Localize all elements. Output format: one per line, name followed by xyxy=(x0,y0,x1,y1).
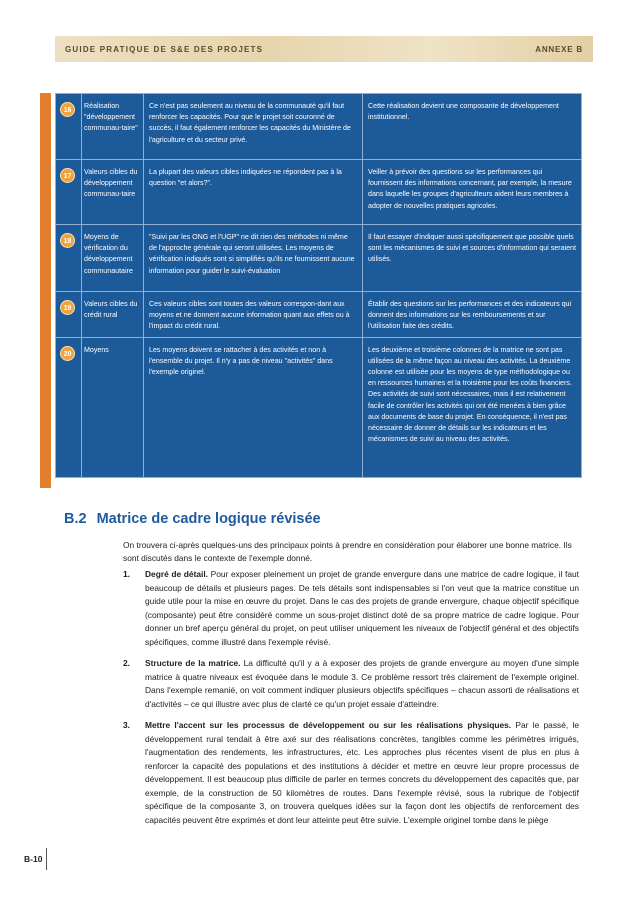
section-heading xyxy=(64,511,321,527)
page-number: B-10 xyxy=(24,848,47,870)
row-suggestion: Les deuxième et troisième colonnes de la matrice ne sont pas utilisées de la même façon au niveau des activités. La deuxième colonne est utilisée pour les moyens de type méthodologique ou en ressources humaines et la troisième pour les coûts financiers. Des activités de suivi sont nécessaires, mais il est relativement facile de contrôler les activités qui ont été menées à bien grâce aux documents de base du projet. En conséquence, il n'est pas nécessaire de donner de détails sur les indicateurs et les mécanismes de suivi au niveau des activités. xyxy=(363,337,582,477)
row-number-badge: 18 xyxy=(60,233,75,248)
table-row xyxy=(56,292,582,338)
guide-title: GUIDE PRATIQUE DE S&E DES PROJETS xyxy=(65,44,264,54)
table-row xyxy=(56,225,582,292)
row-suggestion: Il faut essayer d'indiquer aussi spécifiquement que possible quels sont les mécanismes de suivi et sources d'information qui seraient utilisés. xyxy=(363,225,582,292)
table-row xyxy=(56,94,582,160)
row-number-cell xyxy=(56,337,82,477)
list-item-number: 3. xyxy=(123,720,130,730)
list-item-number: 1. xyxy=(123,569,130,579)
row-number-badge: 20 xyxy=(60,346,75,361)
section-intro: On trouvera ci-après quelques-uns des principaux points à prendre en considération pour élaborer une bonne matrice. Ils sont discutés dans le contexte de l'exemple donné. xyxy=(123,540,572,563)
list-item xyxy=(123,568,579,649)
row-number-cell xyxy=(56,94,82,160)
row-problem: "Suivi par les ONG et l'UGP" ne dit rien des méthodes ni même de l'approche générale qui seront utilisées. Les moyens de vérification indiqués sont si simplifiés qu'ils ne fournissent aucune information pour guider le suivi-évaluation xyxy=(144,225,363,292)
row-label: Moyens de vérification du développement communautaire xyxy=(82,225,144,292)
row-suggestion: Établir des questions sur les performances et des indicateurs qui donnent des informations sur les remboursements et sur l'utilisation faite des crédits. xyxy=(363,292,582,338)
row-problem: Ces valeurs cibles sont toutes des valeurs correspon-dant aux moyens et ne donnent aucune information quant aux effets ou à l'impact du crédit rural. xyxy=(144,292,363,338)
row-problem: Ce n'est pas seulement au niveau de la communauté qu'il faut renforcer les capacités. Pour que le projet soit couronné de succès, il faut également renforcer les capacités du Ministère de l'agriculture et du secteur privé. xyxy=(144,94,363,160)
row-suggestion: Cette réalisation devient une composante de développement institutionnel. xyxy=(363,94,582,160)
section-title: Matrice de cadre logique révisée xyxy=(96,511,321,527)
list-item-number: 2. xyxy=(123,658,130,668)
list-item-text: Par le passé, le développement rural tendait à être axé sur des réalisations concrètes, tangibles comme les périmètres irrigués, l'augmentation des rendements, les infrastructures, etc. Les approches plus récentes visent de plus en plus à renforcer la capacité des populations et des institutions à décider et mettre en œuvre leur propre processus de développement. Il est beaucoup plus difficile de parler en termes concrets du développement des capacités que, par exemple, de la construction de 50 kilomètres de routes. Dans l'exemple révisé, sous la rubrique de l'objectif spécifique de la composante 3, on trouvera quelques idées sur la façon dont les objectifs de renforcement des capacités peuvent être exprimés et dont leur atteinte peut être suivie. L'exemple originel tombe dans le piège xyxy=(145,720,580,825)
list-item xyxy=(123,657,579,711)
row-number-cell xyxy=(56,292,82,338)
list-item-title: Structure de la matrice. xyxy=(145,658,241,668)
list-item-text: La difficulté qu'il y a à exposer des projets de grande envergure au moyen d'une simple matrice à quatre niveaux est évoquée dans le module 3. Ce problème ressort très clairement de l'exemple originel. Dans l'exemple remanié, on voit comment indiquer plusieurs objectifs spécifiques – chacun assorti de réalisations et d'activités – ce qui illustre avec plus de clarté ce qu'un projet essaie d'atteindre. xyxy=(145,658,580,709)
annex-label: ANNEXE B xyxy=(535,44,583,54)
row-problem: La plupart des valeurs cibles indiquées ne répondent pas à la question "et alors?". xyxy=(144,160,363,225)
row-label: Moyens xyxy=(82,337,144,477)
section-number: B.2 xyxy=(64,511,87,527)
row-number-badge: 16 xyxy=(60,102,75,117)
table-row xyxy=(56,160,582,225)
row-label: Réalisation "développement communau-taire" xyxy=(82,94,144,160)
page-header xyxy=(55,36,593,62)
list-item-title: Mettre l'accent sur les processus de développement ou sur les réalisations physiques. xyxy=(145,720,512,730)
row-problem: Les moyens doivent se rattacher à des activités et non à l'ensemble du projet. Il n'y a pas de niveau "activités" dans l'exemple originel. xyxy=(144,337,363,477)
row-number-badge: 17 xyxy=(60,168,75,183)
row-label: Valeurs cibles du crédit rural xyxy=(82,292,144,338)
review-table xyxy=(55,93,581,478)
list-item-text: Pour exposer pleinement un projet de grande envergure dans une matrice de cadre logique, il faut beaucoup de détails et plusieurs pages. De tels détails sont indispensables si l'on veut que la matrice constitue un guide utile pour la mise en œuvre du projet. Dans le cas des projets de grande envergure, chaque objectif spécifique (composante) peut être considéré comme un sous-projet distinct doté de sa propre matrice de cadre logique. Pour donner un bref aperçu général du projet, on peut utiliser uniquement les niveaux de l'objectif général et des objectifs spécifiques, comme illustré dans l'exemple révisé. xyxy=(145,569,579,647)
row-number-cell xyxy=(56,160,82,225)
row-number-cell xyxy=(56,225,82,292)
row-label: Valeurs cibles du développement communau-taire xyxy=(82,160,144,225)
row-number-badge: 19 xyxy=(60,300,75,315)
table-accent-bar xyxy=(40,93,51,488)
list-item-title: Degré de détail. xyxy=(145,569,208,579)
numbered-list xyxy=(123,568,579,835)
row-suggestion: Veiller à prévoir des questions sur les performances qui fournissent des informations concernant, par exemple, la mesure dans laquelle les groupes d'agriculteurs aident leurs membres à adopter de nouvelles pratiques agricoles. xyxy=(363,160,582,225)
list-item xyxy=(123,719,579,827)
table-row xyxy=(56,337,582,477)
